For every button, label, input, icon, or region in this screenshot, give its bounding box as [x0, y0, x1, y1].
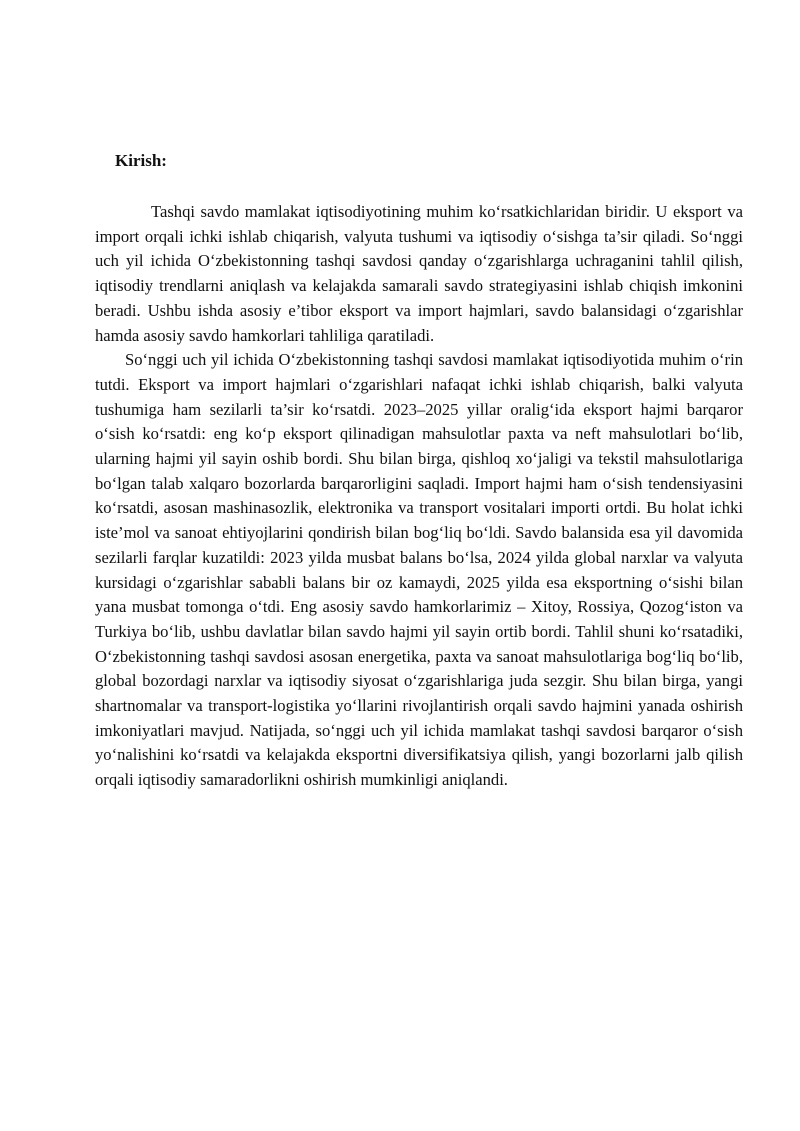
body-text [95, 200, 743, 793]
section-heading: Kirish: [115, 151, 167, 170]
paragraph-intro: Tashqi savdo mamlakat iqtisodiyotining muhim ko‘rsatkichlaridan biridir. U eksport va import orqali ichki ishlab chiqarish, valyuta tushumi va iqtisodiy o‘sishga ta’sir qiladi. So‘nggi uch yil ichida O‘zbekistonning tashqi savdosi qanday o‘zgarishlarga uchraganini tahlil qilish, iqtisodiy trendlarni aniqlash va kelajakda samarali savdo strategiyasini ishlab chiqish imkonini beradi. Ushbu ishda asosiy e’tibor eksport va import hajmlari, savdo balansidagi o‘zgarishlar hamda asosiy savdo hamkorlari tahliliga qaratiladi. [95, 202, 743, 345]
paragraph-analysis: So‘nggi uch yil ichida O‘zbekistonning tashqi savdosi mamlakat iqtisodiyotida muhim o‘rin tutdi. Eksport va import hajmlari o‘zgarishlari nafaqat ichki ishlab chiqarish, balki valyuta tushumiga ham sezilarli ta’sir ko‘rsatdi. 2023–2025 yillar oralig‘ida eksport hajmi barqaror o‘sish ko‘rsatdi: eng ko‘p eksport qilinadigan mahsulotlar paxta va neft mahsulotlari bo‘lib, ularning hajmi yil sayin oshib bordi. Shu bilan birga, qishloq xo‘jaligi va tekstil mahsulotlariga bo‘lgan talab xalqaro bozorlarda barqarorligini saqladi. Import hajmi ham o‘sish tendensiyasini ko‘rsatdi, asosan mashinasozlik, elektronika va transport vositalari importi ortdi. Bu holat ichki iste’mol va sanoat ehtiyojlarini qondirish bilan bog‘liq bo‘ldi. Savdo balansida esa yil davomida sezilarli farqlar kuzatildi: 2023 yilda musbat balans bo‘lsa, 2024 yilda global narxlar va valyuta kursidagi o‘zgarishlar sababli balans bir oz kamaydi, 2025 yilda esa eksportning o‘sishi bilan yana musbat tomonga o‘tdi. Eng asosiy savdo hamkorlarimiz – Xitoy, Rossiya, Qozog‘iston va Turkiya bo‘lib, ushbu davlatlar bilan savdo hajmi yil sayin ortib bordi. Tahlil shuni ko‘rsatadiki, O‘zbekistonning tashqi savdosi asosan energetika, paxta va sanoat mahsulotlariga bog‘liq bo‘lib, global bozordagi narxlar va iqtisodiy siyosat o‘zgarishlariga juda sezgir. Shu bilan birga, yangi shartnomalar va transport-logistika yo‘llarini rivojlantirish orqali savdo hajmini yanada oshirish imkoniyatlari mavjud. Natijada, so‘nggi uch yil ichida mamlakat tashqi savdosi barqaror o‘sish yo‘nalishini ko‘rsatdi va kelajakda eksportni diversifikatsiya qilish, yangi bozorlarni jalb qilish orqali iqtisodiy samaradorlikni oshirish mumkinligi aniqlandi. [95, 350, 743, 790]
